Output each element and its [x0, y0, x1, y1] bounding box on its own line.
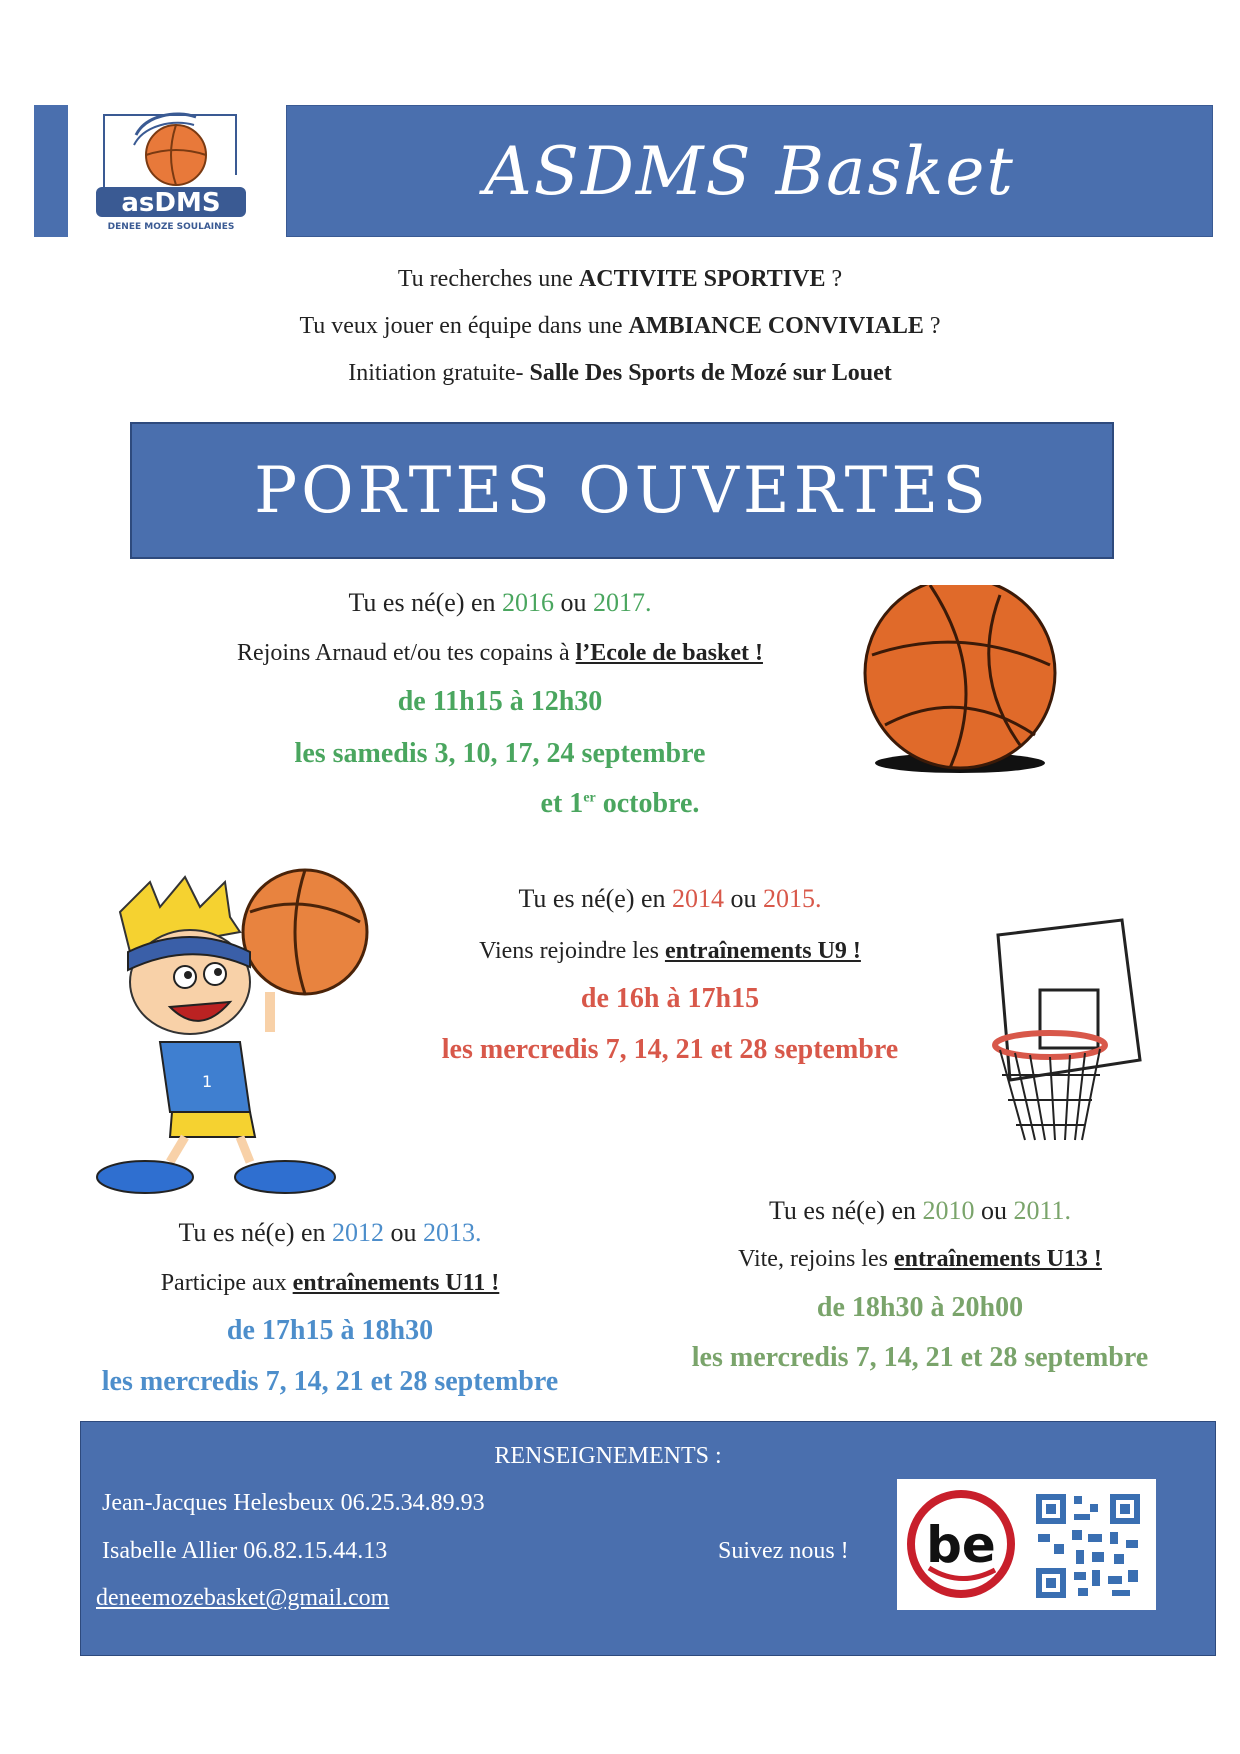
s2-year-a: 2014 — [672, 884, 725, 913]
cartoon-player-icon — [90, 862, 370, 1202]
email-link[interactable]: deneemozebasket@gmail.com — [96, 1585, 390, 1611]
s1-dates2-sup: er — [583, 790, 596, 806]
s1-ecole-link: l’Ecole de basket ! — [575, 640, 763, 666]
s1-dates2-post: octobre. — [595, 788, 700, 819]
s1-join-pre: Rejoins Arnaud et/ou tes copains à — [237, 640, 576, 666]
s3-u11-link: entraînements U11 ! — [292, 1270, 500, 1296]
logo-text: asDMS — [121, 188, 221, 218]
footer-heading: RENSEIGNEMENTS : — [494, 1443, 722, 1469]
s2-born-pre: Tu es né(e) en — [518, 884, 673, 913]
intro-line-3 — [0, 360, 1240, 387]
s3-born-line — [20, 1218, 640, 1248]
s1-year-a: 2016 — [502, 588, 555, 617]
s4-time: de 18h30 à 20h00 — [816, 1292, 1024, 1323]
s1-born-mid: ou — [554, 588, 594, 617]
s3-dates: les mercredis 7, 14, 21 et 28 septembre — [101, 1366, 559, 1397]
logo-sub: DENEE MOZE SOULAINES — [107, 222, 235, 232]
s1-year-b: 2017. — [593, 588, 652, 617]
intro-bold: Salle Des Sports de Mozé sur Louet — [529, 360, 892, 386]
s2-born-line — [380, 884, 960, 914]
page-title: ASDMS Basket — [484, 132, 1015, 210]
basket-hoop-icon — [970, 915, 1150, 1155]
s4-year-b: 2011. — [1013, 1196, 1072, 1225]
s4-join-pre: Vite, rejoins les — [738, 1246, 894, 1272]
s2-join-pre: Viens rejoindre les — [479, 938, 665, 964]
intro-line-2 — [0, 313, 1240, 340]
s2-dates: les mercredis 7, 14, 21 et 28 septembre — [441, 1034, 899, 1065]
s3-time: de 17h15 à 18h30 — [226, 1315, 434, 1346]
basketball-icon — [860, 585, 1060, 780]
s1-born-pre: Tu es né(e) en — [348, 588, 503, 617]
be-logo[interactable] — [905, 1488, 1017, 1600]
header-left-bar — [34, 105, 68, 237]
s4-born-pre: Tu es né(e) en — [768, 1196, 923, 1225]
intro-text: Tu recherches une — [397, 266, 579, 292]
s4-born-mid: ou — [974, 1196, 1014, 1225]
intro-text: Tu veux jouer en équipe dans une — [299, 313, 629, 339]
banner-title: PORTES OUVERTES — [254, 453, 990, 528]
s2-year-b: 2015. — [763, 884, 822, 913]
s1-join-line — [140, 640, 860, 667]
s1-dates2-pre: et 1 — [540, 788, 584, 819]
intro-bold: AMBIANCE CONVIVIALE — [628, 313, 924, 339]
s3-join-line — [20, 1270, 640, 1297]
s2-u9-link: entraînements U9 ! — [664, 938, 861, 964]
s2-join-line — [380, 938, 960, 965]
s4-year-a: 2010 — [922, 1196, 975, 1225]
s4-born-line — [620, 1196, 1220, 1226]
s1-time: de 11h15 à 12h30 — [397, 686, 603, 717]
s1-dates2 — [320, 788, 920, 820]
s3-year-b: 2013. — [423, 1218, 482, 1247]
s4-u13-link: entraînements U13 ! — [893, 1246, 1102, 1272]
s3-born-mid: ou — [384, 1218, 424, 1247]
intro-line-1 — [0, 266, 1240, 293]
s3-year-a: 2012 — [332, 1218, 385, 1247]
follow-text: Suivez nous ! — [718, 1538, 849, 1564]
s1-born-line — [160, 588, 840, 618]
club-logo — [86, 105, 256, 237]
s2-time: de 16h à 17h15 — [580, 983, 760, 1014]
s2-born-mid: ou — [724, 884, 764, 913]
qr-code-icon[interactable] — [1032, 1490, 1144, 1602]
s4-join-line — [620, 1246, 1220, 1273]
intro-bold: ACTIVITE SPORTIVE — [578, 266, 826, 292]
s4-dates: les mercredis 7, 14, 21 et 28 septembre — [691, 1342, 1149, 1373]
s3-born-pre: Tu es né(e) en — [178, 1218, 333, 1247]
intro-text: ? — [825, 266, 843, 292]
svg-text:be: be — [926, 1516, 996, 1574]
intro-text: ? — [923, 313, 941, 339]
s1-dates: les samedis 3, 10, 17, 24 septembre — [294, 738, 706, 769]
contact-2: Isabelle Allier 06.82.15.44.13 — [102, 1538, 388, 1564]
svg-text:1: 1 — [202, 1072, 213, 1091]
s3-join-pre: Participe aux — [160, 1270, 293, 1296]
intro-text: Initiation gratuite- — [348, 360, 530, 386]
contact-1: Jean-Jacques Helesbeux 06.25.34.89.93 — [102, 1490, 485, 1516]
